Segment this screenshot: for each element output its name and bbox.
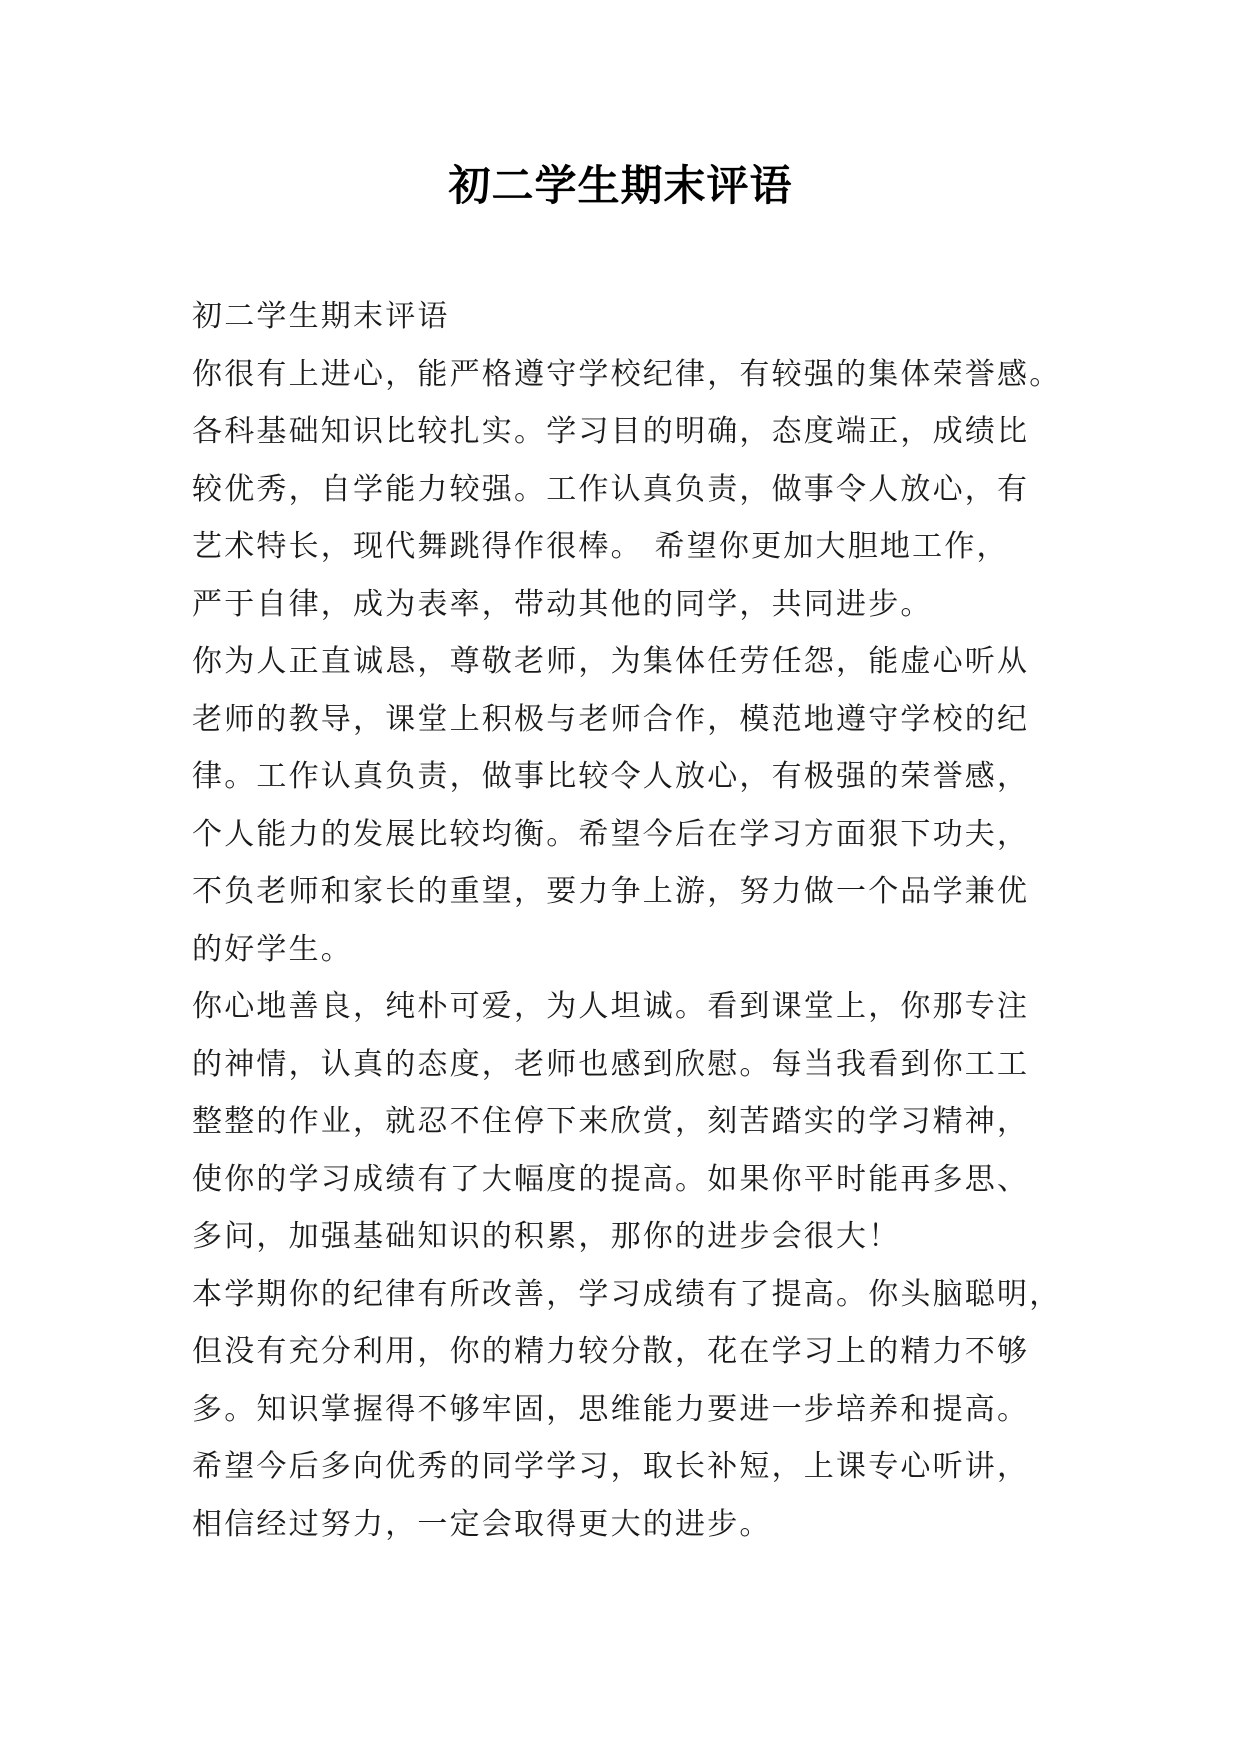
body-line: 你很有上进心，能严格遵守学校纪律，有较强的集体荣誉感。: [192, 356, 1062, 392]
body-line: 的神情，认真的态度，老师也感到欣慰。每当我看到你工工: [192, 1046, 1030, 1082]
document-title: 初二学生期末评语: [448, 161, 793, 210]
body-line: 你为人正直诚恳，尊敬老师，为集体任劳任怨，能虚心听从: [192, 644, 1030, 679]
document-body: [192, 288, 1070, 1553]
body-line: 的好学生。: [192, 931, 353, 967]
body-line: 多问，加强基础知识的积累，那你的进步会很大！: [192, 1219, 901, 1254]
body-line: 初二学生期末评语: [192, 299, 450, 334]
body-line: 老师的教导，课堂上积极与老师合作，模范地遵守学校的纪: [192, 701, 1030, 737]
body-line: 艺术特长，现代舞跳得作很棒。 希望你更加大胆地工作，: [192, 529, 1009, 564]
body-line: 使你的学习成绩有了大幅度的提高。如果你平时能再多思、: [192, 1161, 1030, 1197]
body-line: 严于自律，成为表率，带动其他的同学，共同进步。: [192, 586, 933, 622]
body-line: 不负老师和家长的重望，要力争上游，努力做一个品学兼优: [192, 874, 1030, 909]
body-line: 多。知识掌握得不够牢固，思维能力要进一步培养和提高。: [192, 1391, 1030, 1427]
body-line: 本学期你的纪律有所改善，学习成绩有了提高。你头脑聪明，: [192, 1276, 1062, 1312]
body-line: 律。工作认真负责，做事比较令人放心，有极强的荣誉感，: [192, 759, 1030, 794]
body-line: 你心地善良，纯朴可爱，为人坦诚。看到课堂上，你那专注: [192, 989, 1030, 1024]
body-line: 较优秀，自学能力较强。工作认真负责，做事令人放心，有: [192, 471, 1030, 507]
body-line: 相信经过努力，一定会取得更大的进步。: [192, 1506, 772, 1542]
body-line: 整整的作业，就忍不住停下来欣赏，刻苦踏实的学习精神，: [192, 1104, 1030, 1139]
body-line: 个人能力的发展比较均衡。希望今后在学习方面狠下功夫，: [192, 816, 1030, 852]
body-line: 各科基础知识比较扎实。学习目的明确，态度端正，成绩比: [192, 414, 1030, 449]
body-line: 希望今后多向优秀的同学学习，取长补短，上课专心听讲，: [192, 1449, 1030, 1484]
body-line: 但没有充分利用，你的精力较分散，花在学习上的精力不够: [192, 1334, 1030, 1369]
